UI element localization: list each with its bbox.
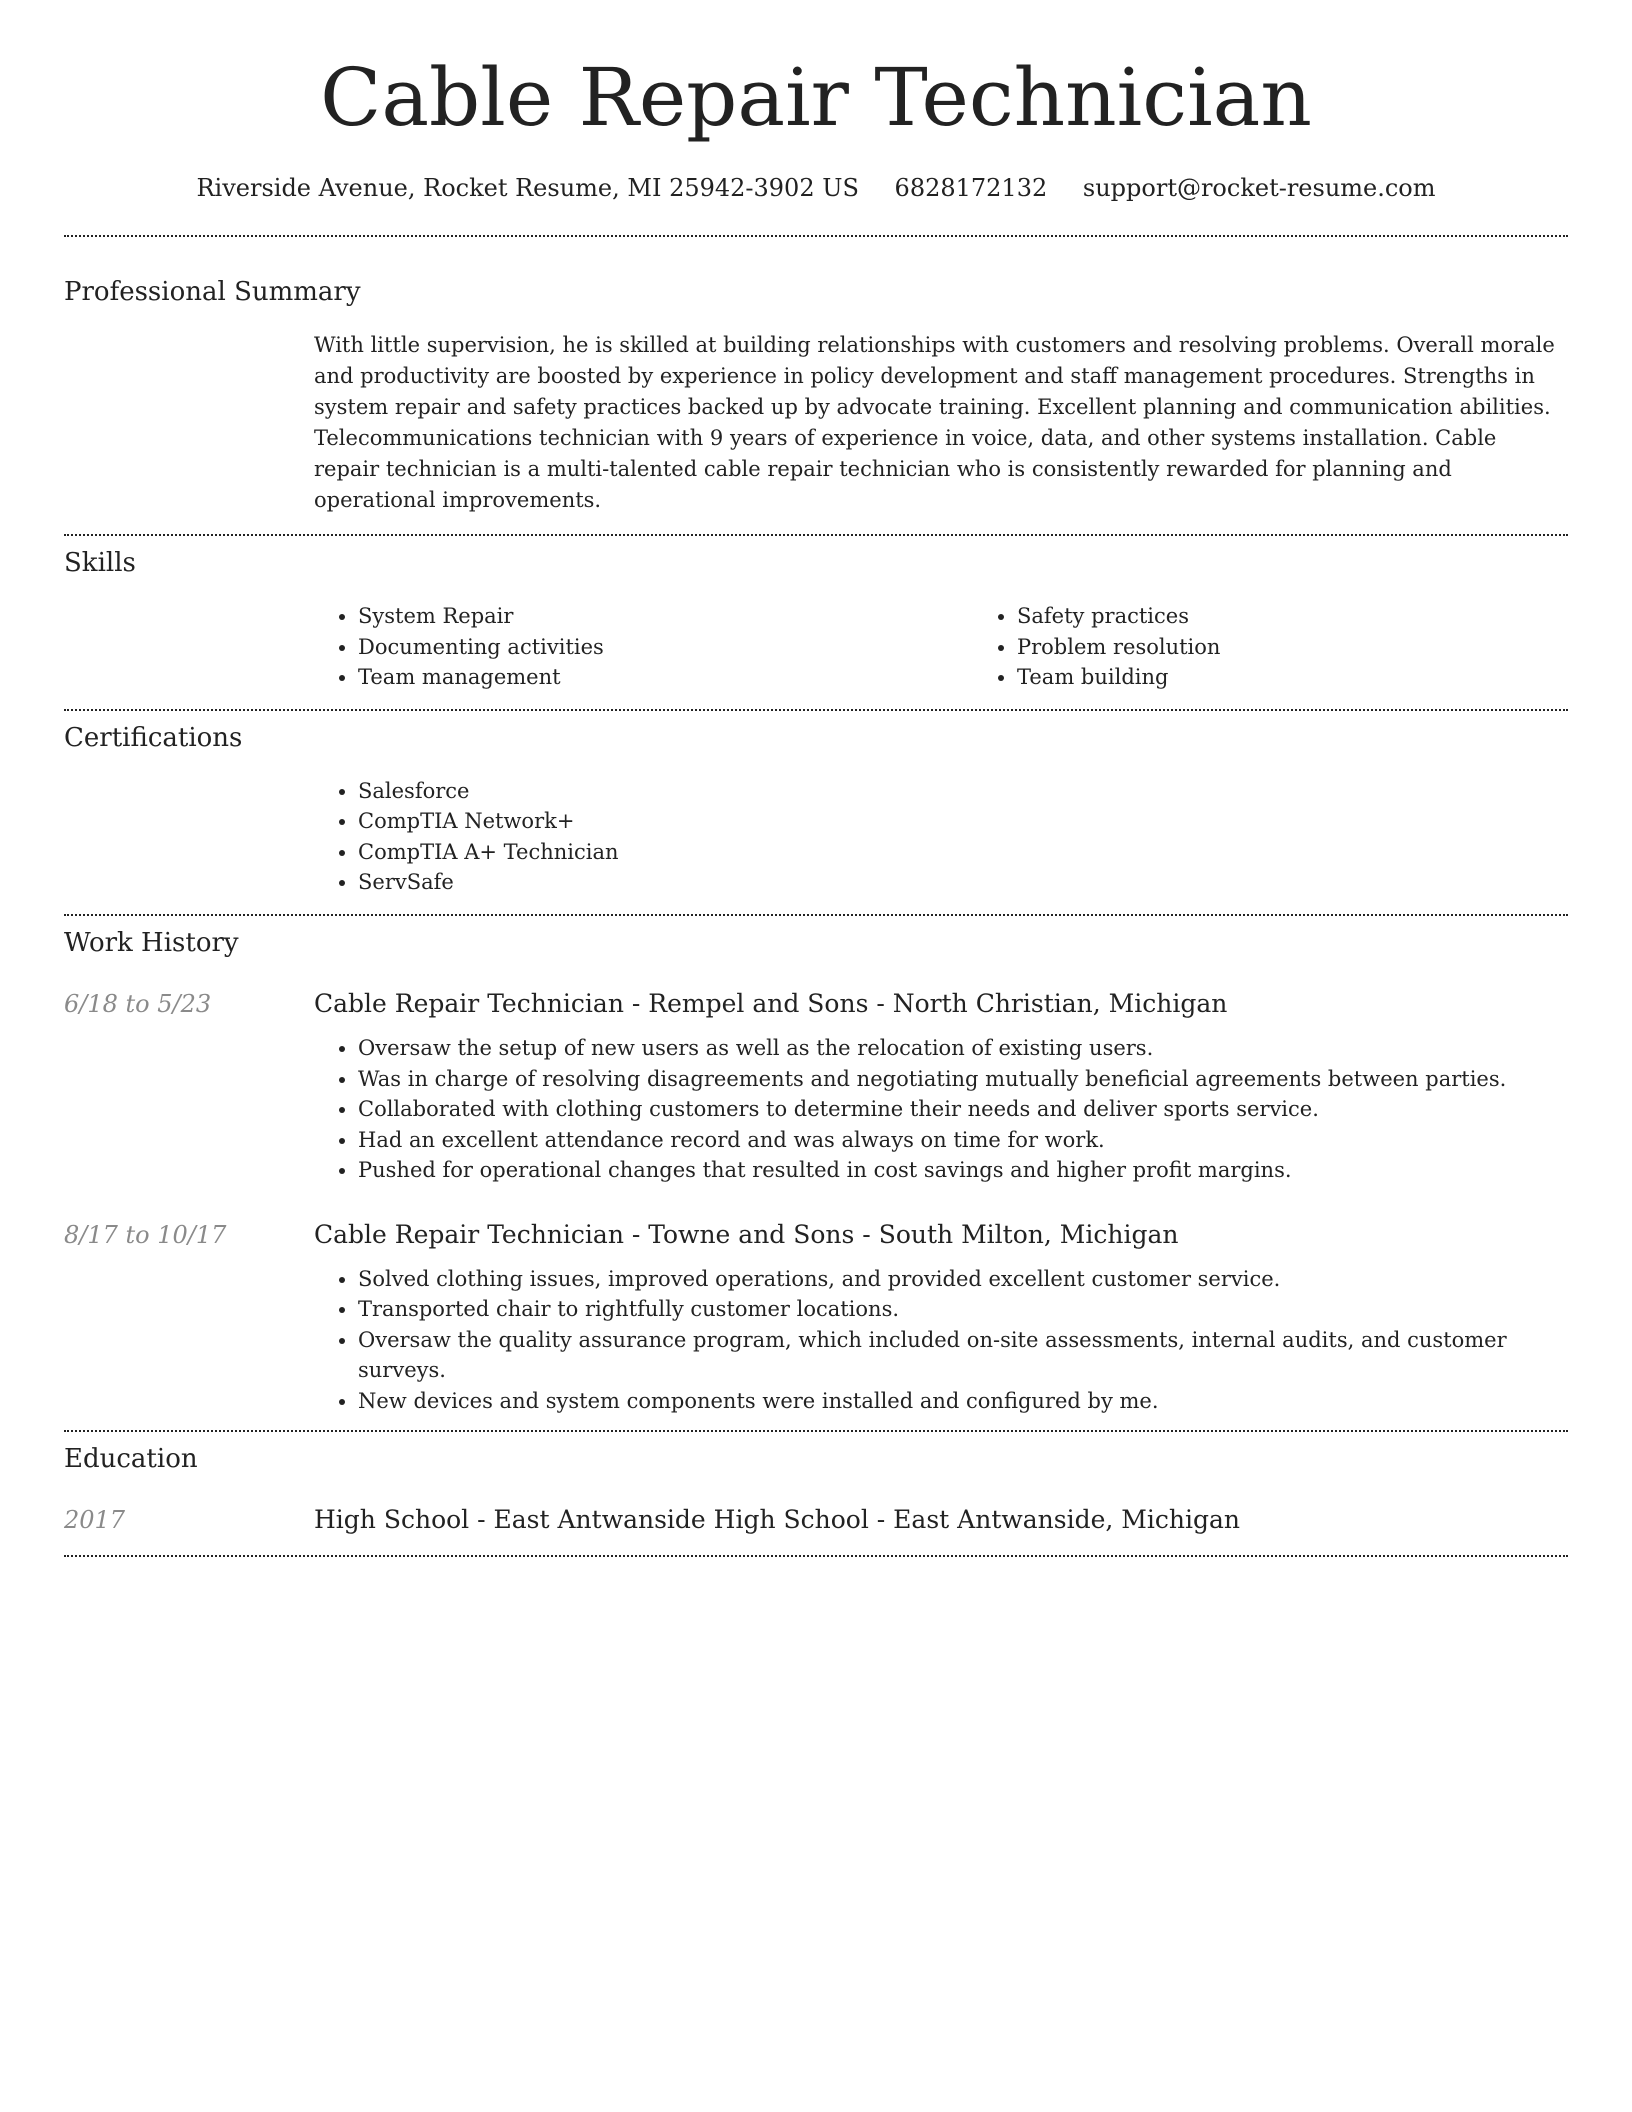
education-heading: High School - East Antwanside High School - East Antwanside, Michigan (314, 1505, 1240, 1535)
job-bullets (314, 1033, 1568, 1186)
list-item: • Team management (358, 662, 973, 693)
list-item: • Was in charge of resolving disagreements and negotiating mutually beneficial agreements between parties. (358, 1064, 1568, 1095)
job-dates: 8/17 to 10/17 (64, 1220, 227, 1249)
section-title-summary: Professional Summary (64, 276, 361, 307)
email-link[interactable]: support@rocket-resume.com (1082, 174, 1436, 202)
divider (64, 1555, 1568, 1557)
list-item: • ServSafe (358, 867, 1568, 898)
skills-column-left (314, 601, 973, 693)
job-heading: Cable Repair Technician - Towne and Sons - South Milton, Michigan (314, 1219, 1179, 1249)
list-item: • Pushed for operational changes that resulted in cost savings and higher profit margins. (358, 1155, 1568, 1186)
list-item: • Solved clothing issues, improved operations, and provided excellent customer service. (358, 1264, 1568, 1295)
job-dates: 6/18 to 5/23 (64, 990, 212, 1019)
resume-page (64, 0, 1568, 1557)
divider (64, 235, 1568, 237)
section-title-certifications: Certifications (64, 722, 243, 753)
candidate-name: Cable Repair Technician (320, 51, 1312, 144)
education-entry (64, 1505, 1568, 1535)
divider (64, 534, 1568, 536)
job-bullets (314, 1264, 1568, 1417)
skills-list (314, 601, 1632, 693)
contact-line (64, 174, 1568, 203)
list-item: • Problem resolution (1017, 632, 1632, 663)
list-item: • System Repair (358, 601, 973, 632)
education-year: 2017 (64, 1506, 126, 1535)
list-item: • Safety practices (1017, 601, 1632, 632)
list-item: • Team building (1017, 662, 1632, 693)
job-heading: Cable Repair Technician - Rempel and Sons - North Christian, Michigan (314, 989, 1228, 1019)
job-entry (64, 989, 1568, 1186)
divider (64, 1430, 1568, 1432)
address: Riverside Avenue, Rocket Resume, MI 25942-3902 US (196, 174, 859, 202)
skills-column-right (973, 601, 1632, 693)
phone: 6828172132 (894, 174, 1048, 202)
list-item: • Oversaw the setup of new users as well as the relocation of existing users. (358, 1033, 1568, 1064)
list-item: • Oversaw the quality assurance program, which included on-site assessments, internal audits, and customer surveys. (358, 1325, 1568, 1386)
list-item: • CompTIA Network+ (358, 806, 1568, 837)
section-title-skills: Skills (64, 547, 136, 578)
divider (64, 709, 1568, 711)
divider (64, 914, 1568, 916)
list-item: • Salesforce (358, 776, 1568, 807)
job-entry (64, 1220, 1568, 1417)
list-item: • Collaborated with clothing customers to determine their needs and deliver sports service. (358, 1094, 1568, 1125)
certifications-list (314, 776, 1568, 898)
list-item: • Transported chair to rightfully customer locations. (358, 1294, 1568, 1325)
list-item: • Had an excellent attendance record and was always on time for work. (358, 1125, 1568, 1156)
summary-text: With little supervision, he is skilled at building relationships with customers and resolving problems. Overall morale and productivity are boosted by experience in policy development and staff management procedures. Strengths in system repair and safety practices backed up by advocate training. Excellent planning and communication abilities. Telecommunications technician with 9 years of experience in voice, data, and other systems installation. Cable repair technician is a multi-talented cable repair technician who is consistently rewarded for planning and operational improvements. (314, 332, 1555, 512)
section-title-education: Education (64, 1444, 198, 1475)
section-title-work-history: Work History (64, 927, 239, 958)
list-item: • New devices and system components were installed and configured by me. (358, 1386, 1568, 1417)
list-item: • Documenting activities (358, 632, 973, 663)
list-item: • CompTIA A+ Technician (358, 837, 1568, 868)
